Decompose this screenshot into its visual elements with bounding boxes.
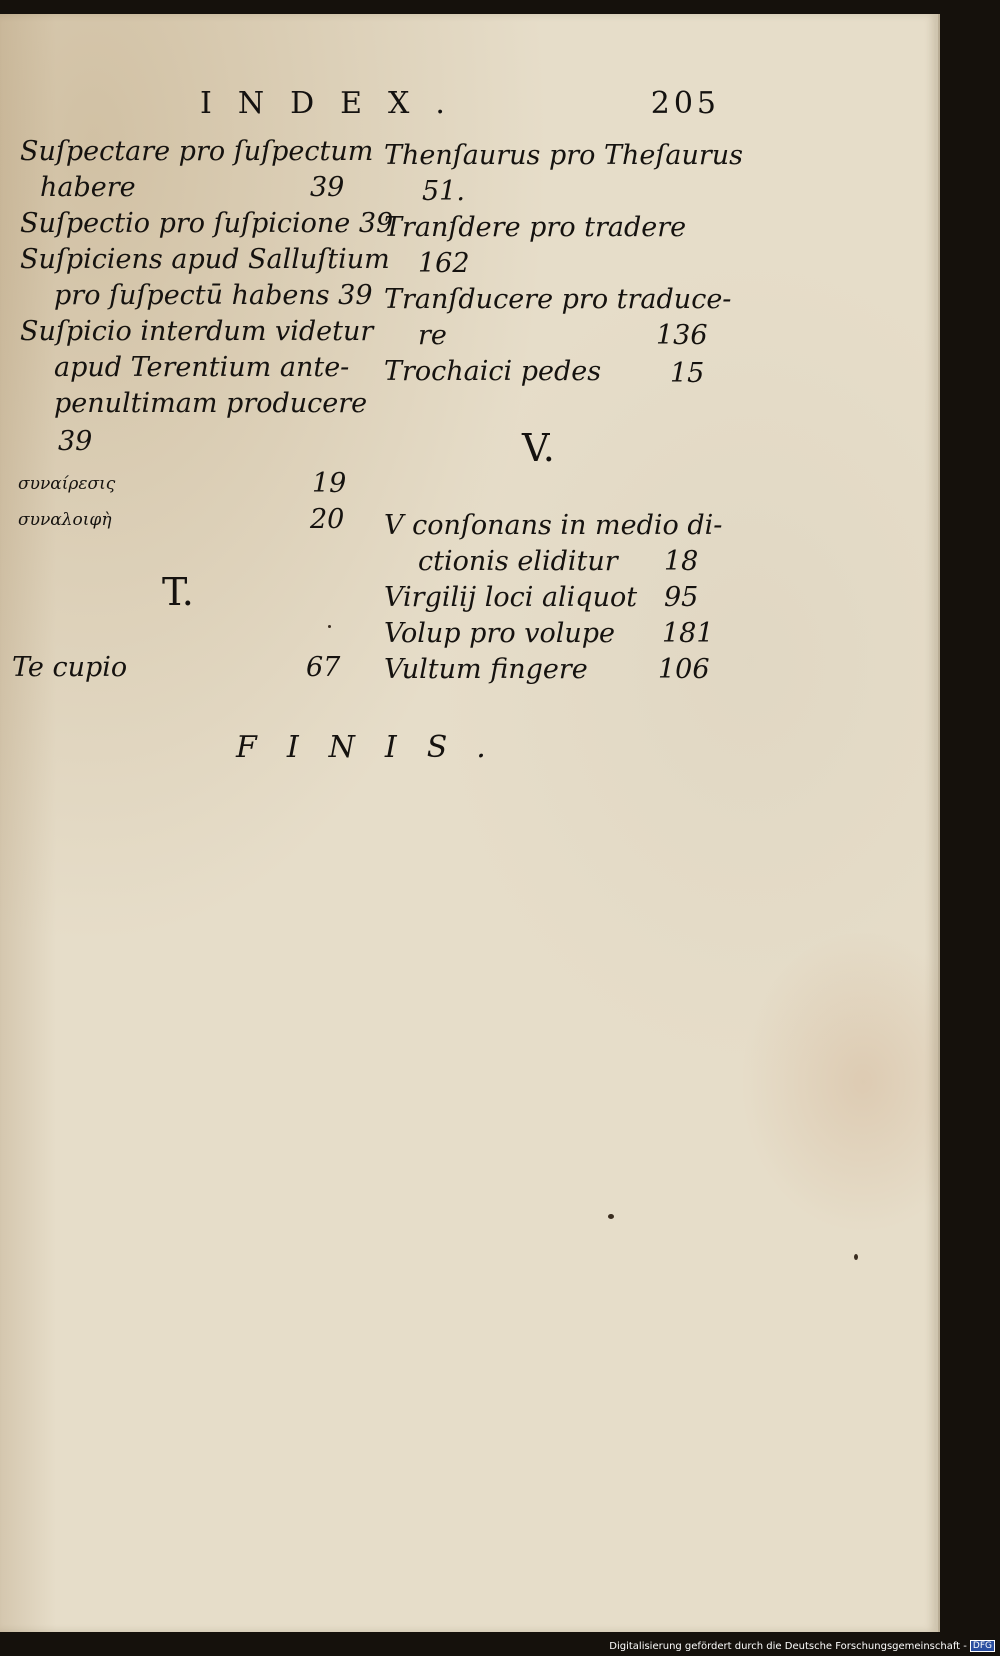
paper-speck [854, 1254, 858, 1260]
index-entry-line: apud Terentium ante- [54, 352, 350, 383]
index-page-ref: 18 [664, 546, 699, 577]
index-entry-line: re [418, 320, 447, 351]
greek-entry: συναλοιφὴ [18, 510, 112, 530]
paper-speck [328, 625, 331, 628]
section-letter-t: T. [162, 570, 194, 614]
index-page-ref: 106 [658, 654, 710, 685]
index-entry-line: Volup pro volupe [384, 618, 615, 649]
index-page-ref: 39 [310, 172, 345, 203]
greek-entry: συναίρεσις [18, 474, 116, 494]
index-page-ref: 20 [310, 504, 345, 535]
index-entry-line: Suſpectio pro ſuſpicione 39 [20, 208, 394, 239]
digitization-credit [605, 1638, 995, 1654]
index-entry-line: ctionis eliditur [418, 546, 618, 577]
section-letter-v: V. [522, 426, 555, 470]
dfg-logo: DFG [970, 1640, 995, 1652]
index-entry-line: 162 [418, 248, 470, 279]
index-page-ref: 95 [664, 582, 699, 613]
index-page-ref: 19 [312, 468, 347, 499]
index-entry-line: Suſpectare pro ſuſpectum [20, 136, 374, 167]
index-entry-line: 39 [58, 426, 93, 457]
index-entry-line: Suſpiciens apud Salluſtium [20, 244, 390, 275]
index-page-ref: 136 [656, 320, 708, 351]
index-entry-line: habere [40, 172, 136, 203]
index-page-ref: 15 [670, 358, 705, 389]
index-entry-line: penultimam producere [54, 388, 368, 419]
index-entry-line: Thenſaurus pro Theſaurus [384, 140, 744, 171]
paper-speck [608, 1214, 614, 1219]
index-entry-line: Vultum fingere [384, 654, 588, 685]
index-entry-line: V conſonans in medio di- [384, 510, 723, 541]
credit-text: Digitalisierung gefördert durch die Deutsche Forschungsgemeinschaft - [609, 1640, 967, 1652]
index-page-ref: 181 [662, 618, 714, 649]
index-entry-line: Tranſdere pro tradere [384, 212, 687, 243]
header-title: INDEX. [200, 86, 471, 121]
index-page-ref: 67 [306, 652, 341, 683]
index-entry-line: Tranſducere pro traduce- [384, 284, 732, 315]
index-entry-line: Virgilij loci aliquot [384, 582, 638, 613]
index-entry-line: Trochaici pedes [384, 356, 602, 387]
index-entry-line: pro ſuſpectū habens 39 [54, 280, 373, 311]
page-number: 205 [650, 86, 720, 121]
finis-mark: FINIS. [236, 730, 516, 765]
index-entry-line: Te cupio [12, 652, 128, 683]
index-entry-line: Suſpicio interdum videtur [20, 316, 374, 347]
running-header [200, 86, 720, 126]
index-entry-line: 51. [422, 176, 465, 207]
book-page [0, 14, 940, 1632]
